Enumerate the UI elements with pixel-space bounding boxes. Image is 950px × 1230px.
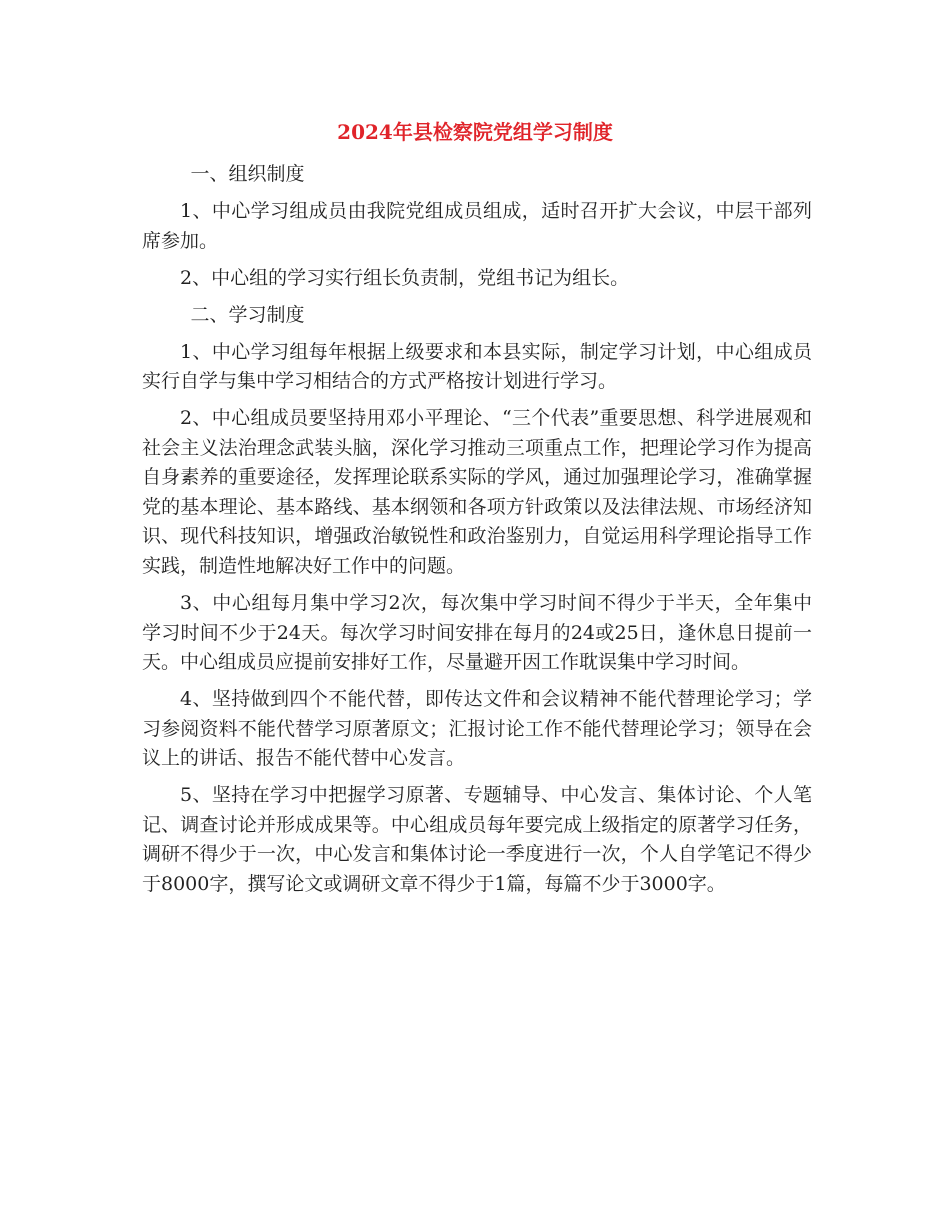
paragraph-study-5: 5、坚持在学习中把握学习原著、专题辅导、中心发言、集体讨论、个人笔记、调查讨论并形成成果等。中心组成员每年要完成上级指定的原著学习任务，调研不得少于一次，中心发言和集体讨论一季度进行一次，个人自学笔记不得少于8000字，撰写论文或调研文章不得少于1篇，每篇不少于3000字。 — [142, 784, 812, 895]
paragraph-study-2: 2、中心组成员要坚持用邓小平理论、“三个代表”重要思想、科学进展观和社会主义法治理念武装头脑，深化学习推动三项重点工作，把理论学习作为提高自身素养的重要途径，发挥理论联系实际的学风，通过加强理论学习，准确掌握党的基本理论、基本路线、基本纲领和各项方针政策以及法律法规、市场经济知识、现代科技知识，增强政治敏锐性和政治鉴别力，自觉运用科学理论指导工作实践，制造性地解决好工作中的问题。 — [142, 407, 812, 577]
section-heading-organization: 一、组织制度 — [190, 163, 305, 185]
paragraph-study-3: 3、中心组每月集中学习2次，每次集中学习时间不得少于半天，全年集中学习时间不少于24天。每次学习时间安排在每月的24或25日，逢休息日提前一天。中心组成员应提前安排好工作，尽量避开因工作耽误集中学习时间。 — [142, 592, 812, 674]
paragraph-org-2: 2、中心组的学习实行组长负责制，党组书记为组长。 — [180, 266, 630, 289]
document-title: 2024年县检察院党组学习制度 — [337, 120, 613, 144]
paragraph-study-1: 1、中心学习组每年根据上级要求和本县实际，制定学习计划，中心组成员实行自学与集中学习相结合的方式严格按计划进行学习。 — [142, 340, 812, 393]
document-body — [142, 160, 812, 907]
paragraph-study-4: 4、坚持做到四个不能代替，即传达文件和会议精神不能代替理论学习；学习参阅资料不能代替学习原著原文；汇报讨论工作不能代替理论学习；领导在会议上的讲话、报告不能代替中心发言。 — [142, 688, 812, 770]
section-heading-study: 二、学习制度 — [190, 303, 305, 326]
paragraph-org-1: 1、中心学习组成员由我院党组成员组成，适时召开扩大会议，中层干部列席参加。 — [142, 200, 812, 252]
